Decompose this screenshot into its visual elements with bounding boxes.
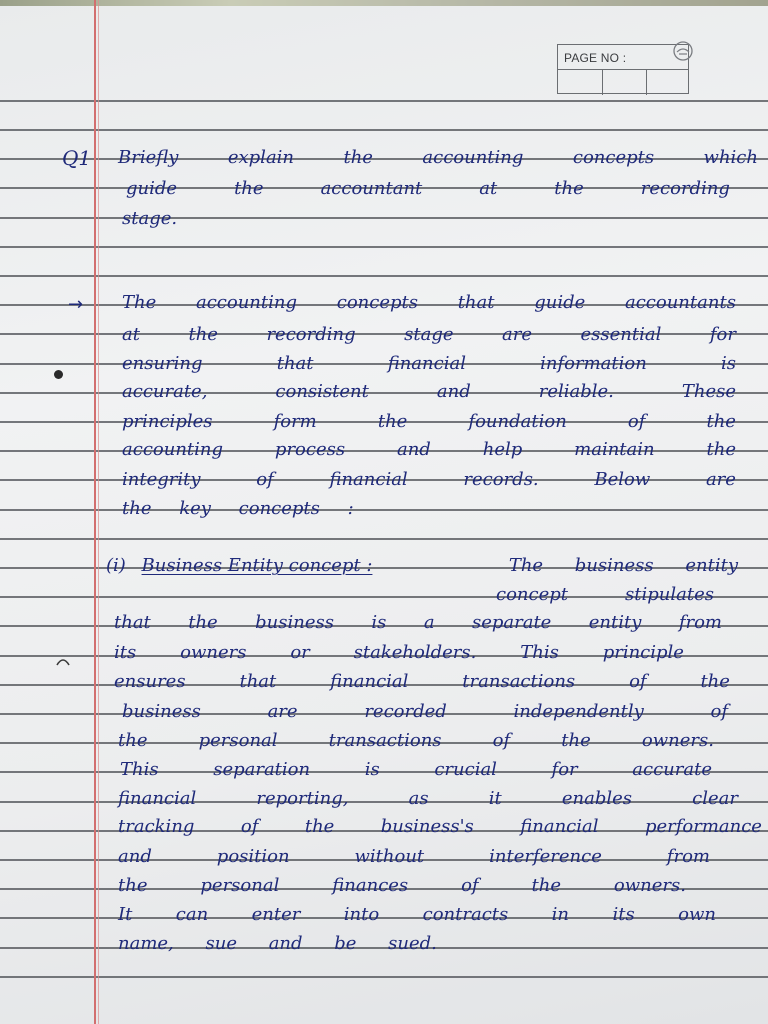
handwritten-line xyxy=(118,906,716,924)
word: the xyxy=(118,730,148,751)
word: enter xyxy=(251,904,301,925)
word: independently xyxy=(513,701,644,722)
handwritten-line xyxy=(118,848,710,866)
handwritten-line xyxy=(118,790,738,808)
word: of xyxy=(240,816,259,837)
word: the xyxy=(118,875,148,896)
word: guide xyxy=(534,292,586,313)
word: stakeholders. xyxy=(353,642,477,663)
word: guide xyxy=(126,178,178,199)
question-number: Q1 xyxy=(62,146,92,170)
handwritten-line xyxy=(114,644,684,662)
word: the xyxy=(343,147,373,168)
word: performance xyxy=(644,816,762,837)
concept-heading-rest: The business entity xyxy=(508,555,738,576)
handwritten-line xyxy=(118,818,762,836)
word: form xyxy=(273,411,317,432)
margin-line-inner xyxy=(98,0,99,1024)
word: of xyxy=(256,469,274,490)
handwritten-line xyxy=(118,877,686,895)
word: information xyxy=(540,353,647,374)
word: explain xyxy=(227,147,295,168)
word: are xyxy=(705,469,736,490)
concept-heading: Business Entity concept : xyxy=(141,555,373,576)
word: separate xyxy=(471,612,552,633)
word: the xyxy=(706,411,736,432)
word: integrity xyxy=(122,469,201,490)
word: stipulates xyxy=(625,584,714,605)
word: clear xyxy=(692,788,738,809)
word: stage xyxy=(404,324,454,345)
word: owners. xyxy=(613,875,686,896)
word: accurate xyxy=(632,759,712,780)
word: the xyxy=(706,439,736,460)
answer-arrow-icon: → xyxy=(68,294,84,315)
handwritten-line xyxy=(114,614,722,632)
word: financial xyxy=(387,353,466,374)
word: business's xyxy=(380,816,474,837)
word: personal xyxy=(198,730,278,751)
word: at xyxy=(479,178,498,199)
word: ensures xyxy=(114,671,186,692)
word: Below xyxy=(594,469,651,490)
word: are xyxy=(502,324,533,345)
word: is xyxy=(371,612,387,633)
handwritten-line xyxy=(126,180,730,198)
word: These xyxy=(681,381,736,402)
word: entity xyxy=(588,612,642,633)
handwritten-line xyxy=(122,703,728,721)
page-number-label: PAGE NO : xyxy=(564,51,627,65)
word: the xyxy=(188,612,218,633)
word: accurate, xyxy=(122,381,208,402)
ruled-line xyxy=(0,129,768,131)
word: recording xyxy=(266,324,356,345)
word: and xyxy=(118,846,152,867)
word: finances xyxy=(332,875,409,896)
word: it xyxy=(488,788,502,809)
concept-number: (i) xyxy=(106,555,126,576)
word: accounting xyxy=(122,439,224,460)
word: of xyxy=(710,701,728,722)
word: owners. xyxy=(641,730,714,751)
word: and xyxy=(396,439,431,460)
handwritten-line: the key concepts : xyxy=(122,498,354,519)
word: for xyxy=(551,759,578,780)
word: at xyxy=(122,324,140,345)
word: principle xyxy=(602,642,684,663)
word: into xyxy=(343,904,380,925)
word: its xyxy=(114,642,137,663)
ruled-line xyxy=(0,976,768,978)
handwritten-line xyxy=(122,355,736,373)
word: which xyxy=(703,147,758,168)
handwritten-line xyxy=(496,586,714,604)
word: recording xyxy=(640,178,730,199)
page-number-box xyxy=(557,44,689,94)
word: from xyxy=(678,612,722,633)
handwritten-line xyxy=(122,383,736,401)
word: in xyxy=(551,904,570,925)
word: reliable. xyxy=(538,381,614,402)
word: accounting xyxy=(195,292,298,313)
word: financial xyxy=(118,788,197,809)
word: or xyxy=(290,642,310,663)
ruled-line xyxy=(0,100,768,102)
word: can xyxy=(175,904,209,925)
word: the xyxy=(531,875,561,896)
word: is xyxy=(720,353,736,374)
concept-heading-row xyxy=(106,557,738,575)
word: financial xyxy=(329,469,408,490)
word: are xyxy=(267,701,298,722)
word: personal xyxy=(200,875,280,896)
word: of xyxy=(627,411,646,432)
handwritten-line xyxy=(120,761,712,779)
word: business xyxy=(255,612,334,633)
word: It xyxy=(118,904,133,925)
word: owners xyxy=(180,642,247,663)
word: essential xyxy=(580,324,662,345)
notebook-logo-icon xyxy=(672,40,694,62)
word: contracts xyxy=(422,904,509,925)
punch-hole-mark xyxy=(54,370,63,379)
word: that xyxy=(276,353,314,374)
ruled-line xyxy=(0,217,768,219)
word: accountants xyxy=(624,292,736,313)
handwritten-line xyxy=(122,413,736,431)
word: separation xyxy=(213,759,311,780)
word: its xyxy=(612,904,635,925)
word: interference xyxy=(489,846,602,867)
word: This xyxy=(520,642,559,663)
word: concept xyxy=(496,584,568,605)
word: accountant xyxy=(320,178,423,199)
handwritten-line: name, sue and be sued. xyxy=(118,933,437,954)
word: transactions xyxy=(328,730,442,751)
word: a xyxy=(423,612,435,633)
word: foundation xyxy=(468,411,567,432)
word: is xyxy=(364,759,380,780)
word: as xyxy=(408,788,429,809)
word: the xyxy=(234,178,264,199)
handwritten-line xyxy=(118,149,758,167)
handwritten-line xyxy=(122,471,736,489)
word: recorded xyxy=(364,701,447,722)
word: that xyxy=(457,292,495,313)
handwritten-line xyxy=(118,732,714,750)
background-strip xyxy=(0,0,768,6)
word: process xyxy=(274,439,346,460)
word: the xyxy=(700,671,730,692)
handwritten-line: stage. xyxy=(122,208,178,229)
handwritten-line xyxy=(122,294,736,312)
word: and xyxy=(436,381,471,402)
word: accounting xyxy=(422,147,524,168)
word: the xyxy=(377,411,408,432)
word: Briefly xyxy=(118,147,179,168)
word: tracking xyxy=(118,816,195,837)
word: for xyxy=(709,324,736,345)
word: This xyxy=(120,759,159,780)
word: enables xyxy=(561,788,632,809)
ruled-line xyxy=(0,509,768,511)
word: transactions xyxy=(462,671,576,692)
word: position xyxy=(216,846,290,867)
handwritten-line xyxy=(114,673,730,691)
word: that xyxy=(239,671,277,692)
word: The xyxy=(122,292,157,313)
word: financial xyxy=(520,816,599,837)
word: business xyxy=(122,701,201,722)
word: principles xyxy=(122,411,213,432)
punch-hole-mark-2 xyxy=(56,656,70,666)
word: from xyxy=(666,846,710,867)
word: own xyxy=(678,904,716,925)
word: concepts xyxy=(336,292,418,313)
word: ensuring xyxy=(122,353,203,374)
margin-line xyxy=(94,0,96,1024)
word: the xyxy=(188,324,218,345)
handwritten-line xyxy=(122,441,736,459)
word: concepts xyxy=(572,147,655,168)
word: of xyxy=(492,730,511,751)
word: of xyxy=(629,671,647,692)
word: without xyxy=(354,846,425,867)
word: crucial xyxy=(434,759,497,780)
word: the xyxy=(561,730,591,751)
ruled-line xyxy=(0,538,768,540)
word: that xyxy=(114,612,151,633)
word: reporting, xyxy=(256,788,349,809)
word: consistent xyxy=(275,381,369,402)
word: records. xyxy=(463,469,539,490)
ruled-line xyxy=(0,275,768,277)
word: financial xyxy=(330,671,409,692)
word: maintain xyxy=(574,439,655,460)
ruled-line xyxy=(0,246,768,248)
word: the xyxy=(304,816,335,837)
handwritten-line xyxy=(122,326,736,344)
word: help xyxy=(482,439,523,460)
word: of xyxy=(461,875,479,896)
word: the xyxy=(554,178,584,199)
